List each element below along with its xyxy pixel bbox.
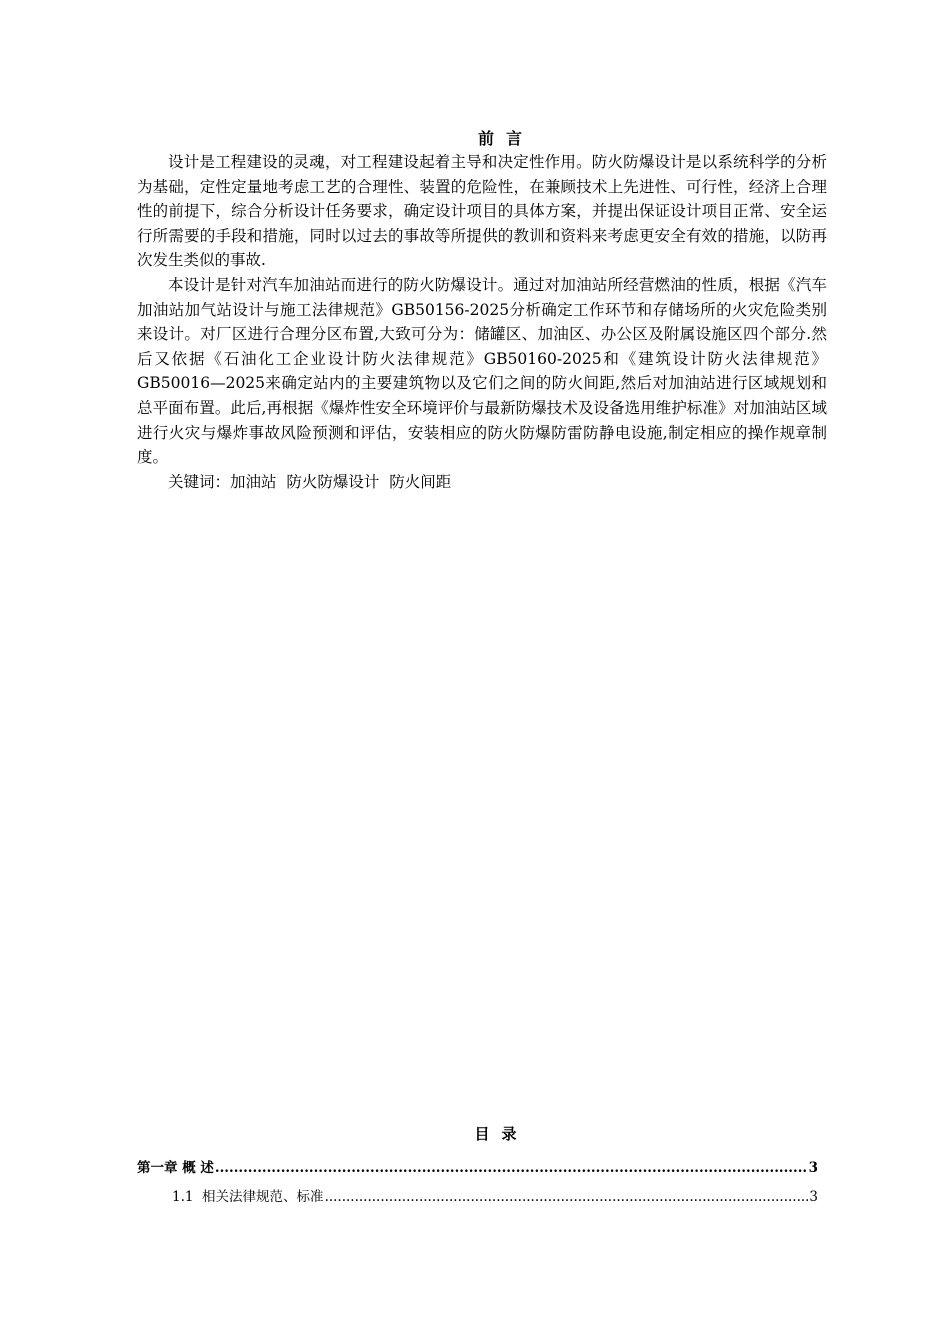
toc-leader-dots (215, 1160, 808, 1176)
toc-entry-page: 3 (809, 1189, 818, 1205)
toc-entry-section-1-1[interactable] (172, 1185, 818, 1205)
preface-paragraph-1: 设计是工程建设的灵魂，对工程建设起着主导和决定性作用。防火防爆设计是以系统科学的分析为基础，定性定量地考虑工艺的合理性、装置的危险性，在兼顾技术上先进性、可行性，经济上合理性的前提下，综合分析设计任务要求，确定设计项目的具体方案，并提出保证设计项目正常、安全运行所需要的手段和措施，同时以过去的事故等所提供的教训和资料来考虑更安全有效的措施，以防再次发生类似的事故. (137, 153, 827, 270)
toc-title: 目录 (474, 1125, 529, 1143)
preface-body (137, 150, 827, 494)
toc-entry-label: 1.1 相关法律规范、标准 (172, 1189, 324, 1205)
keywords-line: 关键词：加油站 防火防爆设计 防火间距 (168, 472, 452, 491)
toc-leader-dots (325, 1189, 809, 1205)
preface-paragraph-2: 本设计是针对汽车加油站而进行的防火防爆设计。通过对加油站所经营燃油的性质，根据《汽车加油站加气站设计与施工法律规范》GB50156-2025分析确定工作环节和存储场所的火灾危险类别来设计。对厂区进行合理分区布置,大致可分为：储罐区、加油区、办公区及附属设施区四个部分.然后又依据《石油化工企业设计防火法律规范》GB50160-2025和《建筑设计防火法律规范》GB50016—2025来确定站内的主要建筑物以及它们之间的防火间距,然后对加油站进行区域规划和总平面布置。此后,再根据《爆炸性安全环境评价与最新防爆技术及设备选用维护标准》对加油站区域进行火灾与爆炸事故风险预测和评估，安装相应的防火防爆防雷防静电设施,制定相应的操作规章制度。 (137, 275, 827, 467)
toc-entry-label: 第一章 概 述 (137, 1160, 214, 1176)
preface-title: 前言 (477, 129, 534, 148)
toc-entry-chapter-1[interactable] (137, 1156, 818, 1176)
toc-entry-page: 3 (808, 1160, 818, 1176)
